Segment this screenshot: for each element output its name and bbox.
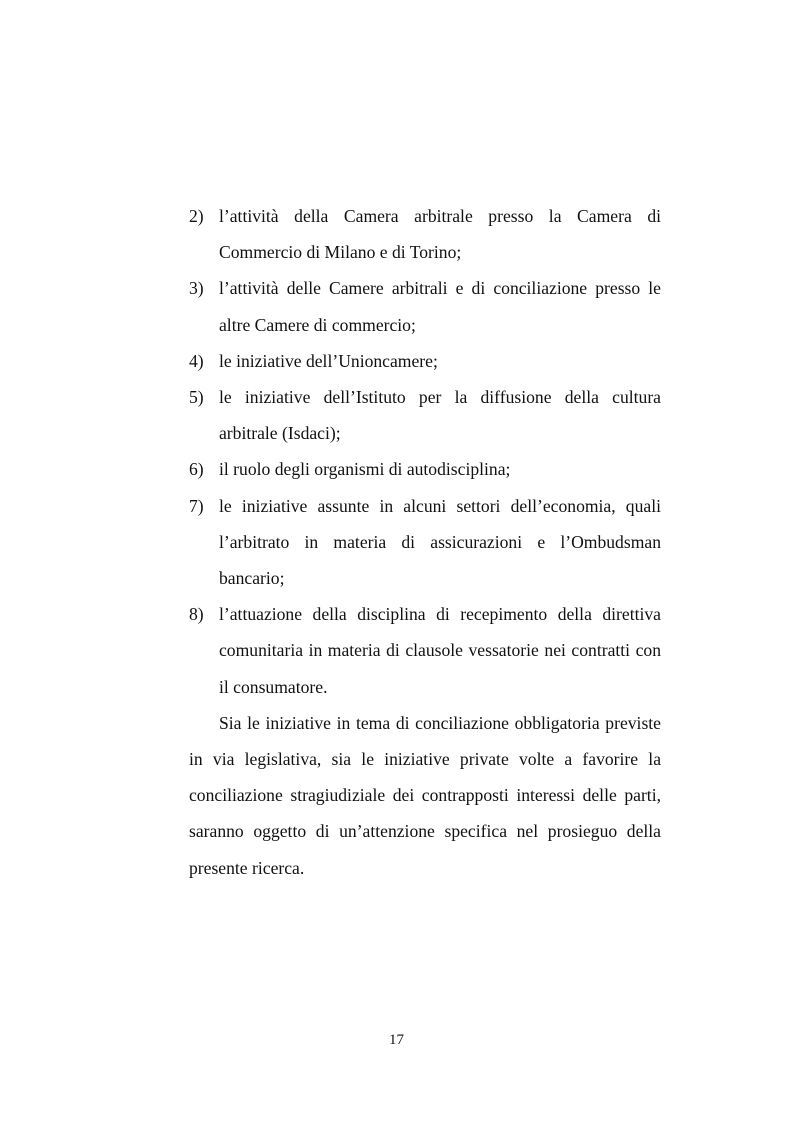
list-item — [189, 488, 661, 597]
list-item-number: 5) — [189, 387, 204, 408]
list-item — [189, 379, 661, 451]
list-item-number: 6) — [189, 459, 204, 480]
list-item-text: l’attività della Camera arbitrale presso la Camera di Commercio di Milano e di Torino; — [219, 206, 661, 263]
list-item-number: 7) — [189, 495, 204, 516]
list-item-text: l’attività delle Camere arbitrali e di conciliazione presso le altre Camere di commercio; — [219, 278, 661, 335]
list-item-number: 3) — [189, 278, 204, 299]
body-paragraph: Sia le iniziative in tema di conciliazione obbligatoria previste in via legislativa, sia le iniziative private volte a favorire la conciliazione stragiudiziale dei contrapposti interessi delle parti, saranno oggetto di un’attenzione specifica nel prosieguo della presente ricerca. — [189, 712, 661, 878]
numbered-list — [189, 198, 661, 705]
page-body — [189, 198, 661, 886]
list-item-text: le iniziative dell’Unioncamere; — [219, 350, 438, 371]
list-item-text: il ruolo degli organismi di autodisciplina; — [219, 459, 511, 480]
list-item — [189, 596, 661, 705]
list-item — [189, 451, 661, 487]
list-item-text: le iniziative dell’Istituto per la diffusione della cultura arbitrale (Isdaci); — [219, 387, 661, 444]
list-item-number: 8) — [189, 604, 204, 625]
list-item-text: le iniziative assunte in alcuni settori dell’economia, quali l’arbitrato in materia di assicurazioni e l’Ombudsman bancario; — [219, 495, 661, 589]
list-item-text: l’attuazione della disciplina di recepimento della direttiva comunitaria in materia di clausole vessatorie nei contratti con il consumatore. — [219, 604, 661, 697]
list-item-number: 2) — [189, 206, 204, 226]
list-item — [189, 198, 661, 270]
list-item — [189, 270, 661, 342]
list-item-number: 4) — [189, 350, 204, 371]
page-number: 17 — [389, 1032, 404, 1048]
list-item — [189, 343, 661, 379]
